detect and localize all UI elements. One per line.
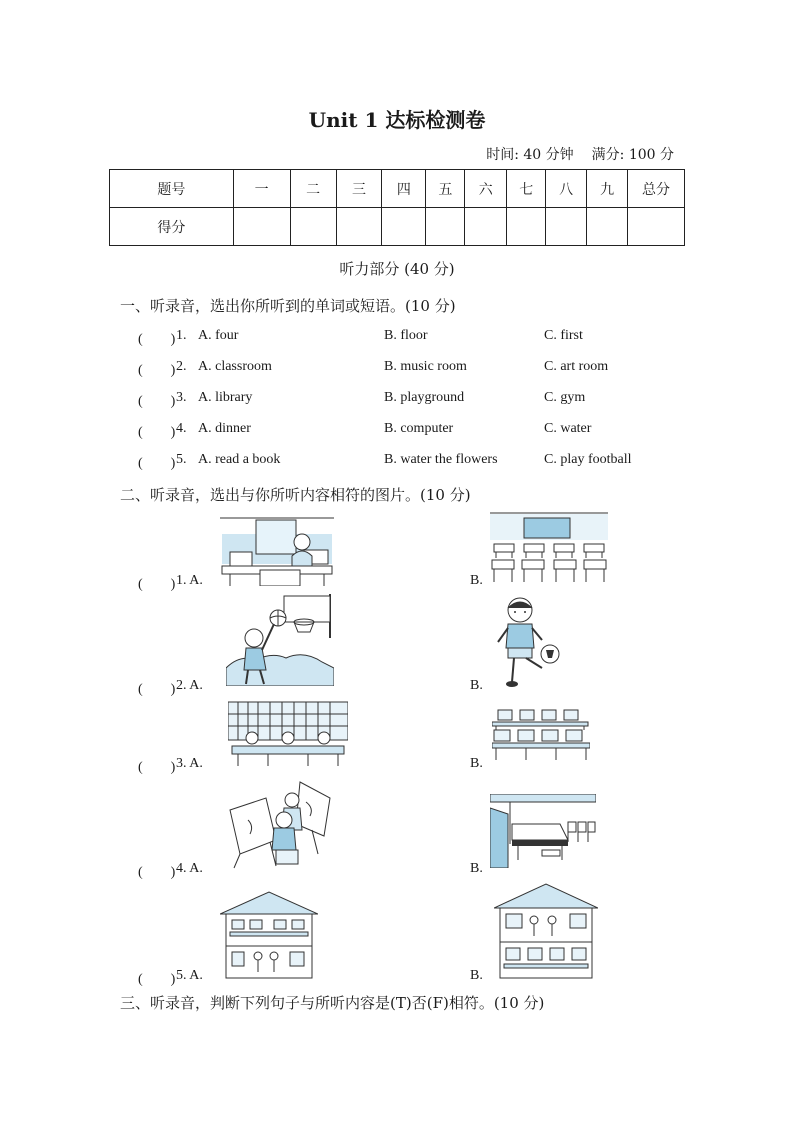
school-building-icon[interactable]	[220, 890, 318, 980]
time-info	[486, 144, 674, 164]
library-reading-icon[interactable]	[228, 700, 348, 766]
score-cell[interactable]	[290, 208, 336, 246]
part3-heading: 三、听录音，判断下列句子与所听内容是(T)否(F)相符。(10 分)	[120, 994, 545, 1012]
option-b: B. music room	[384, 359, 467, 374]
row-label: 得分	[110, 208, 234, 246]
option-a: A. dinner	[198, 421, 251, 436]
answer-blank[interactable]: ( )	[138, 682, 176, 697]
option-b-label: B.	[470, 861, 483, 876]
answer-blank[interactable]: ( )	[138, 456, 176, 471]
answer-blank[interactable]: ( )	[138, 394, 176, 409]
option-b-label: B.	[470, 573, 483, 588]
art-room-painting-icon[interactable]	[226, 780, 334, 870]
score-cell[interactable]	[233, 208, 290, 246]
question-number: 1.	[176, 328, 187, 343]
list-item	[138, 452, 698, 472]
option-a: A. library	[198, 390, 253, 405]
option-b-label: B.	[470, 678, 483, 693]
option-b: B. computer	[384, 421, 454, 436]
score-cell[interactable]	[426, 208, 465, 246]
option-c: C. art room	[544, 359, 609, 374]
time-limit: 时间: 40 分钟	[486, 147, 574, 163]
part2-heading: 二、听录音，选出与你所听内容相符的图片。(10 分)	[120, 486, 471, 504]
list-item	[138, 359, 698, 379]
answer-blank[interactable]: ( )	[138, 425, 176, 440]
option-c: C. play football	[544, 452, 632, 467]
page-title: Unit 1 达标检测卷	[308, 108, 486, 132]
answer-blank[interactable]: ( )	[138, 760, 176, 775]
option-a: A. four	[198, 328, 239, 343]
option-a: A. read a book	[198, 452, 281, 467]
score-table	[109, 169, 685, 246]
option-b: B. water the flowers	[384, 452, 498, 467]
list-item	[138, 421, 698, 441]
answer-blank[interactable]: ( )	[138, 865, 176, 880]
score-table-header-row	[110, 170, 685, 208]
question-number: 3. A.	[176, 756, 203, 771]
header-cell: 总分	[628, 170, 685, 208]
answer-blank[interactable]: ( )	[138, 972, 176, 987]
score-cell[interactable]	[628, 208, 685, 246]
question-number: 2.	[176, 359, 187, 374]
question-number: 5. A.	[176, 968, 203, 983]
option-b-label: B.	[470, 968, 483, 983]
header-cell: 六	[465, 170, 507, 208]
question-number: 4. A.	[176, 861, 203, 876]
full-score: 满分: 100 分	[591, 147, 674, 163]
header-cell: 二	[290, 170, 336, 208]
header-cell: 五	[426, 170, 465, 208]
option-b: B. floor	[384, 328, 428, 343]
option-a: A. classroom	[198, 359, 272, 374]
answer-blank[interactable]: ( )	[138, 363, 176, 378]
option-c: C. gym	[544, 390, 586, 405]
computer-room-icon[interactable]	[492, 708, 590, 762]
option-b-label: B.	[470, 756, 483, 771]
header-cell: 四	[382, 170, 426, 208]
answer-blank[interactable]: ( )	[138, 332, 176, 347]
answer-blank[interactable]: ( )	[138, 577, 176, 592]
header-cell: 九	[587, 170, 628, 208]
part1-heading: 一、听录音，选出你所听到的单词或短语。(10 分)	[120, 297, 456, 315]
header-cell: 一	[233, 170, 290, 208]
header-cell: 题号	[110, 170, 234, 208]
score-cell[interactable]	[465, 208, 507, 246]
music-room-piano-icon[interactable]	[490, 794, 596, 868]
header-cell: 三	[336, 170, 382, 208]
score-cell[interactable]	[546, 208, 587, 246]
school-building-icon[interactable]	[494, 882, 598, 980]
option-c: C. water	[544, 421, 592, 436]
score-table-score-row	[110, 208, 685, 246]
listening-section-title: 听力部分 (40 分)	[339, 260, 455, 278]
list-item	[138, 328, 698, 348]
score-cell[interactable]	[382, 208, 426, 246]
question-number: 5.	[176, 452, 187, 467]
boy-playing-football-icon[interactable]	[490, 596, 562, 688]
question-number: 2. A.	[176, 678, 203, 693]
list-item	[138, 390, 698, 410]
boy-playing-basketball-icon[interactable]	[226, 594, 334, 686]
question-number: 3.	[176, 390, 187, 405]
score-cell[interactable]	[507, 208, 546, 246]
header-cell: 七	[507, 170, 546, 208]
score-cell[interactable]	[336, 208, 382, 246]
classroom-desks-icon[interactable]	[490, 510, 608, 586]
option-b: B. playground	[384, 390, 465, 405]
question-number: 1. A.	[176, 573, 203, 588]
question-number: 4.	[176, 421, 187, 436]
header-cell: 八	[546, 170, 587, 208]
score-cell[interactable]	[587, 208, 628, 246]
option-c: C. first	[544, 328, 583, 343]
teachers-office-icon[interactable]	[220, 512, 334, 586]
